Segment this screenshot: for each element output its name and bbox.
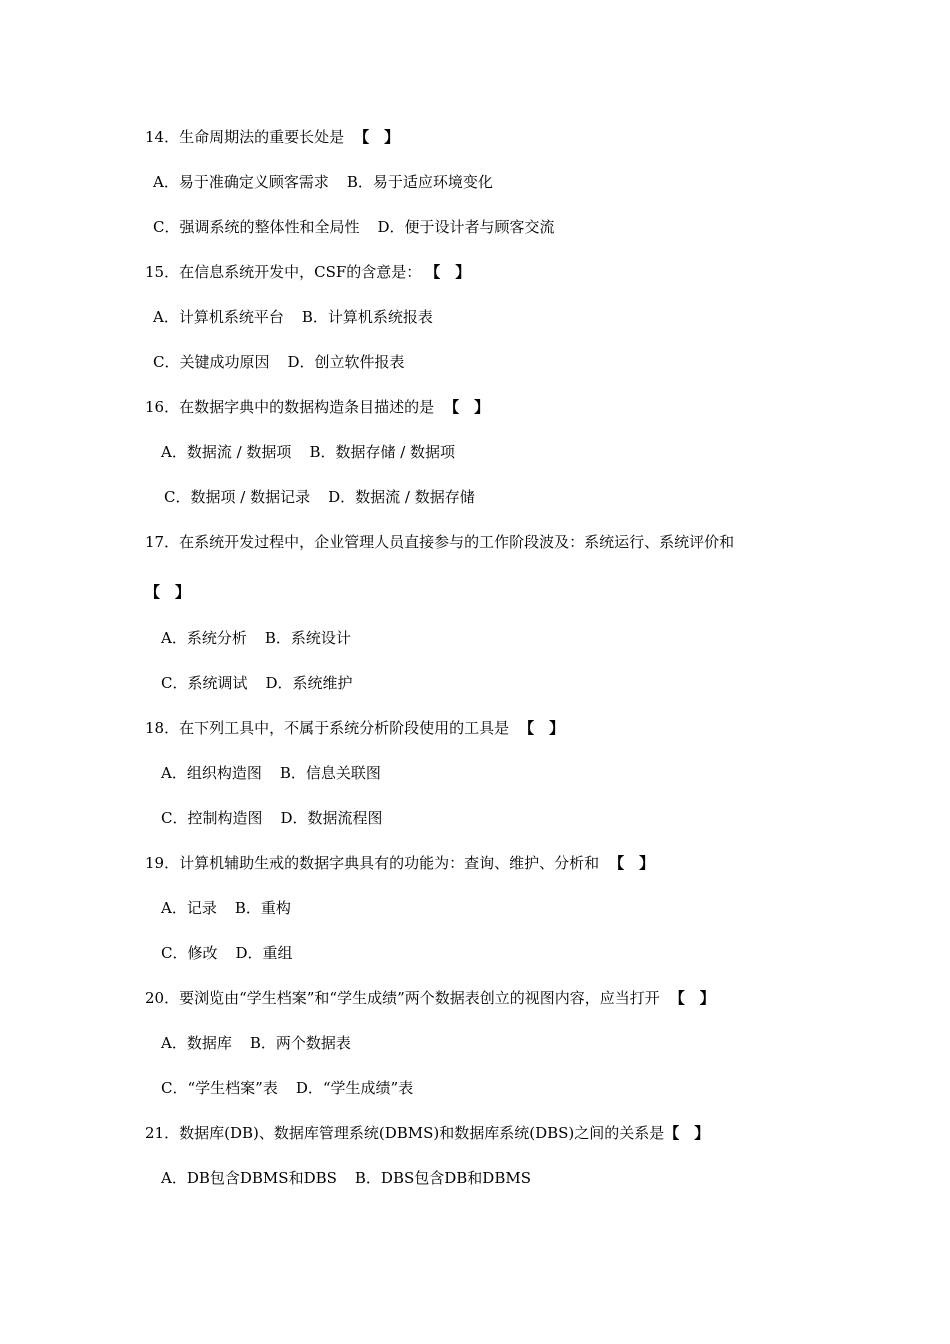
- question-15-options-row-2: [153, 352, 405, 372]
- question-17-options-row-2: [161, 673, 353, 693]
- option-a: A．数据流 / 数据项: [161, 443, 292, 461]
- question-14-options-row-1: [153, 172, 493, 192]
- option-d: D．“学生成绩”表: [295, 1079, 414, 1097]
- answer-bracket: 【 】: [664, 1124, 710, 1142]
- answer-bracket: 【 】: [609, 854, 655, 872]
- option-b: B．数据存储 / 数据项: [309, 443, 456, 461]
- question-15-options-row-1: [153, 307, 433, 327]
- option-a: A．系统分析: [161, 629, 247, 647]
- option-d: D．数据流 / 数据存储: [328, 488, 475, 506]
- question-18-options-row-2: [161, 808, 383, 828]
- option-c: C．控制构造图: [161, 809, 263, 827]
- question-17-stem: 17．在系统开发过程中，企业管理人员直接参与的工作阶段波及：系统运行、系统评价和: [145, 533, 735, 551]
- answer-bracket: 【 】: [669, 989, 715, 1007]
- option-b: B．计算机系统报表: [301, 308, 433, 326]
- option-b: B．信息关联图: [279, 764, 381, 782]
- option-d: D．数据流程图: [280, 809, 383, 827]
- question-17-bracket-line: [145, 582, 190, 602]
- question-21-stem: 21．数据库(DB)、数据库管理系统(DBMS)和数据库系统(DBS)之间的关系是【 】: [145, 1124, 710, 1142]
- option-a: A．数据库: [161, 1034, 232, 1052]
- option-d: D．创立软件报表: [287, 353, 405, 371]
- question-14-options-row-2: [153, 217, 555, 237]
- question-17-options-row-1: [161, 628, 351, 648]
- question-19-options-row-2: [161, 943, 293, 963]
- answer-bracket: 【 】: [444, 398, 490, 416]
- question-18-options-row-1: [161, 763, 381, 783]
- question-16-options-row-1: [161, 442, 455, 462]
- option-a: A．计算机系统平台: [153, 308, 284, 326]
- option-c: C．数据项 / 数据记录: [164, 488, 311, 506]
- question-19-stem: 19．计算机辅助生戒的数据字典具有的功能为：查询、维护、分析和 【 】: [145, 854, 655, 872]
- option-c: C．关键成功原因: [153, 353, 270, 371]
- option-a: A．易于准确定义顾客需求: [153, 173, 329, 191]
- question-20-stem: 20．要浏览由“学生档案”和“学生成绩”两个数据表创立的视图内容，应当打开 【 】: [145, 989, 715, 1007]
- question-19-options-row-1: [161, 898, 291, 918]
- question-16-stem: 16．在数据字典中的数据构造条目描述的是 【 】: [145, 398, 490, 416]
- option-d: D．重组: [235, 944, 293, 962]
- question-16-options-row-2: [164, 487, 475, 507]
- question-14-stem: 14．生命周期法的重要长处是 【 】: [145, 128, 400, 146]
- option-b: B．重构: [234, 899, 291, 917]
- option-a: A．记录: [161, 899, 217, 917]
- answer-bracket: 【 】: [425, 263, 471, 281]
- option-b: B．易于适应环境变化: [346, 173, 493, 191]
- question-18-stem: 18．在下列工具中，不属于系统分析阶段使用的工具是 【 】: [145, 719, 565, 737]
- question-21-options-row-1: [161, 1168, 531, 1188]
- option-c: C．强调系统的整体性和全局性: [153, 218, 360, 236]
- question-20-options-row-1: [161, 1033, 351, 1053]
- option-b: B．两个数据表: [249, 1034, 351, 1052]
- answer-bracket: 【 】: [519, 719, 565, 737]
- answer-bracket: 【 】: [354, 128, 400, 146]
- option-d: D．系统维护: [265, 674, 353, 692]
- option-c: C．“学生档案”表: [161, 1079, 278, 1097]
- answer-bracket: 【 】: [145, 583, 191, 601]
- option-c: C．修改: [161, 944, 218, 962]
- option-a: A．组织构造图: [161, 764, 262, 782]
- question-15-stem: 15．在信息系统开发中，CSF的含意是： 【 】: [145, 263, 471, 281]
- option-b: B．DBS包含DB和DBMS: [354, 1169, 531, 1187]
- question-20-options-row-2: [161, 1078, 413, 1098]
- option-d: D．便于设计者与顾客交流: [377, 218, 555, 236]
- option-c: C．系统调试: [161, 674, 248, 692]
- option-b: B．系统设计: [264, 629, 351, 647]
- option-a: A．DB包含DBMS和DBS: [161, 1169, 337, 1187]
